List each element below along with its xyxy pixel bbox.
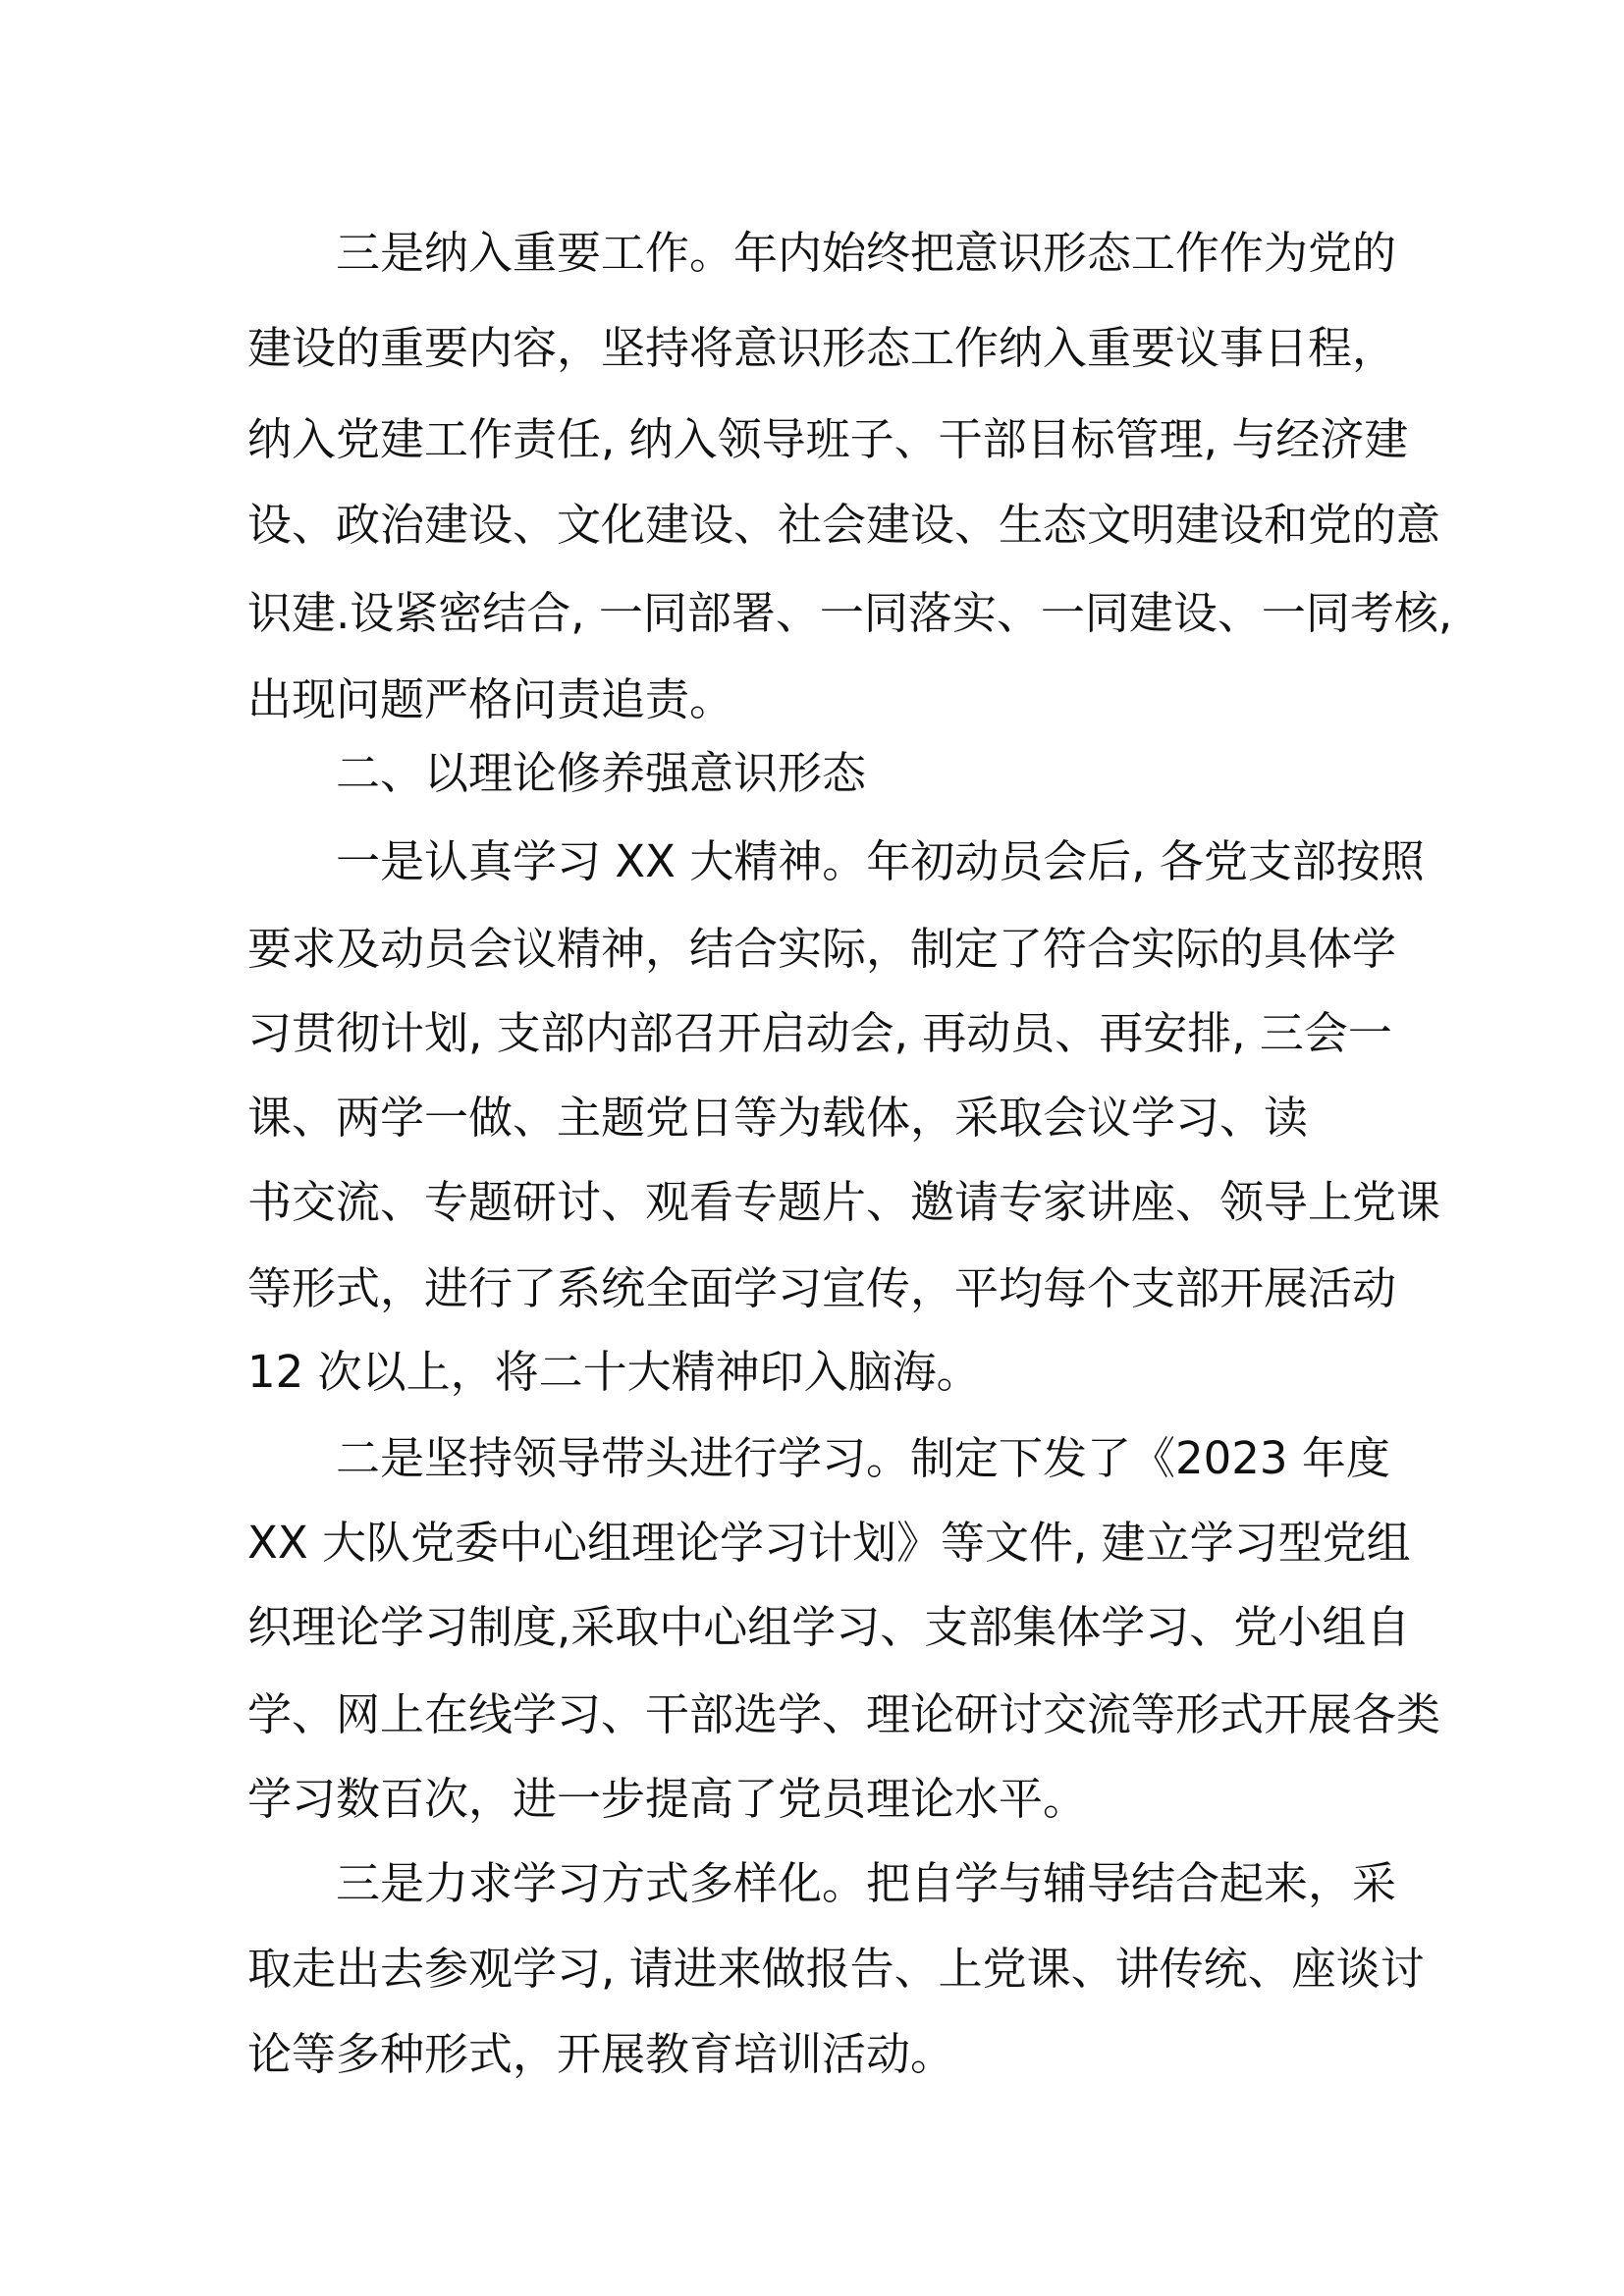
paragraph-line: 书交流、专题研讨、观看专题片、邀请专家讲座、领导上党课: [247, 1176, 1441, 1228]
paragraph-line: 识建.设紧密结合, 一同部署、一同落实、一同建设、一同考核,: [247, 587, 1453, 639]
paragraph-line: 出现问题严格问责追责。: [247, 673, 734, 725]
paragraph-line: 三是纳入重要工作。年内始终把意识形态工作作为党的: [336, 227, 1397, 279]
paragraph-line: 习贯彻计划, 支部内部召开启动会, 再动员、再安排, 三会一: [247, 1007, 1392, 1059]
paragraph-line: 纳入党建工作责任, 纳入领导班子、干部目标管理, 与经济建: [247, 413, 1409, 465]
paragraph-line: 课、两学一做、主题党日等为载体，采取会议学习、读: [247, 1092, 1309, 1144]
paragraph-line: 取走出去参观学习, 请进来做报告、上党课、讲传统、座谈讨: [247, 1943, 1425, 1995]
paragraph-line: 等形式，进行了系统全面学习宣传，平均每个支部开展活动: [247, 1262, 1397, 1314]
paragraph-line: 论等多种形式，开展教育培训活动。: [247, 2028, 955, 2080]
paragraph-line: 12 次以上，将二十大精神印入脑海。: [247, 1346, 981, 1398]
paragraph-line: 一是认真学习 XX 大精神。年初动员会后, 各党支部按照: [336, 835, 1425, 887]
section-heading: 二、以理论修养强意识形态: [336, 747, 867, 799]
paragraph-line: 建设的重要内容，坚持将意识形态工作纳入重要议事日程，: [247, 322, 1397, 374]
paragraph-line: 三是力求学习方式多样化。把自学与辅导结合起来，采: [336, 1857, 1397, 1909]
paragraph-line: 要求及动员会议精神，结合实际，制定了符合实际的具体学: [247, 923, 1397, 975]
paragraph-line: 设、政治建设、文化建设、社会建设、生态文明建设和党的意: [247, 499, 1441, 551]
paragraph-line: 织理论学习制度,采取中心组学习、支部集体学习、党小组自: [247, 1601, 1411, 1653]
paragraph-line: XX 大队党委中心组理论学习计划》等文件, 建立学习型党组: [247, 1517, 1411, 1569]
paragraph-line: 学习数百次，进一步提高了党员理论水平。: [247, 1773, 1088, 1825]
paragraph-line: 二是坚持领导带头进行学习。制定下发了《2023 年度: [336, 1432, 1390, 1484]
paragraph-line: 学、网上在线学习、干部选学、理论研讨交流等形式开展各类: [247, 1688, 1441, 1740]
